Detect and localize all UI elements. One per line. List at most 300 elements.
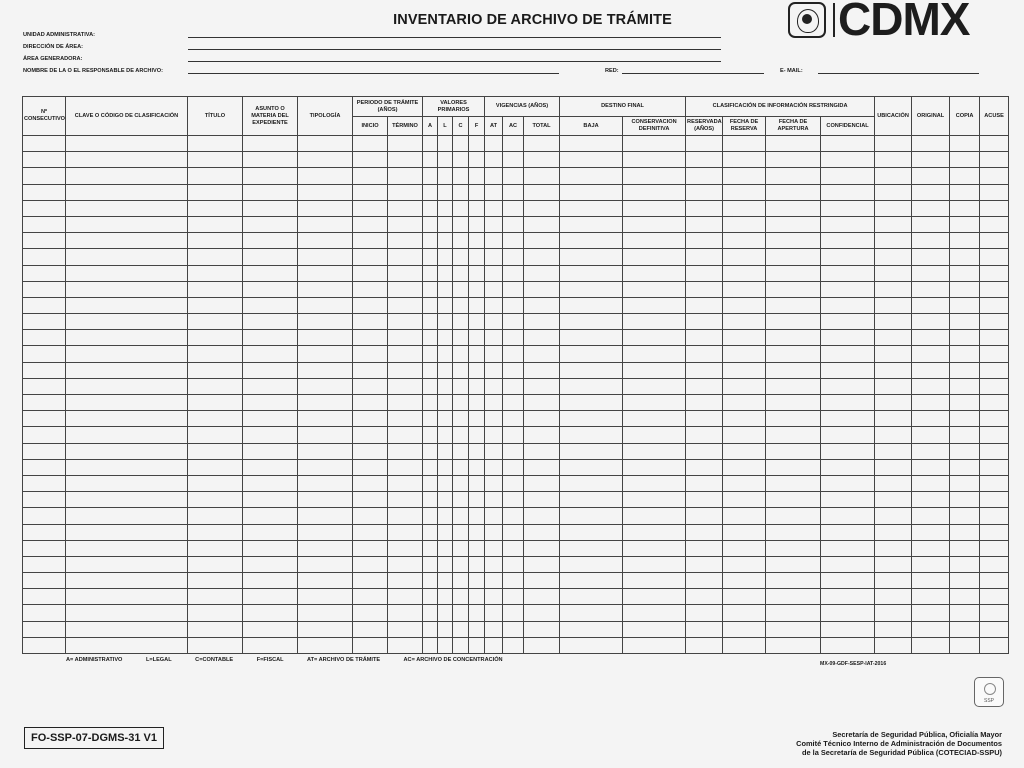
table-cell[interactable] <box>438 637 453 653</box>
table-cell[interactable] <box>23 297 66 313</box>
table-cell[interactable] <box>875 459 912 475</box>
table-cell[interactable] <box>503 281 524 297</box>
table-cell[interactable] <box>469 168 485 184</box>
table-cell[interactable] <box>950 200 980 216</box>
table-cell[interactable] <box>353 395 388 411</box>
table-cell[interactable] <box>875 378 912 394</box>
table-cell[interactable] <box>23 605 66 621</box>
table-cell[interactable] <box>485 427 503 443</box>
table-cell[interactable] <box>723 573 766 589</box>
table-cell[interactable] <box>524 492 560 508</box>
table-cell[interactable] <box>912 589 950 605</box>
table-cell[interactable] <box>875 556 912 572</box>
table-cell[interactable] <box>423 378 438 394</box>
table-cell[interactable] <box>912 168 950 184</box>
table-cell[interactable] <box>912 346 950 362</box>
table-cell[interactable] <box>485 184 503 200</box>
table-cell[interactable] <box>821 378 875 394</box>
table-cell[interactable] <box>723 314 766 330</box>
table-cell[interactable] <box>188 314 243 330</box>
table-cell[interactable] <box>560 540 623 556</box>
table-cell[interactable] <box>980 362 1009 378</box>
table-cell[interactable] <box>423 314 438 330</box>
table-cell[interactable] <box>623 427 686 443</box>
table-cell[interactable] <box>188 136 243 152</box>
table-cell[interactable] <box>875 152 912 168</box>
table-cell[interactable] <box>503 265 524 281</box>
table-cell[interactable] <box>66 200 188 216</box>
table-cell[interactable] <box>353 475 388 491</box>
table-cell[interactable] <box>469 637 485 653</box>
table-cell[interactable] <box>423 233 438 249</box>
table-cell[interactable] <box>243 136 298 152</box>
table-cell[interactable] <box>388 492 423 508</box>
table-cell[interactable] <box>353 152 388 168</box>
table-cell[interactable] <box>469 136 485 152</box>
table-cell[interactable] <box>766 524 821 540</box>
table-cell[interactable] <box>438 362 453 378</box>
table-cell[interactable] <box>485 556 503 572</box>
table-cell[interactable] <box>875 475 912 491</box>
table-cell[interactable] <box>503 233 524 249</box>
table-cell[interactable] <box>503 184 524 200</box>
table-cell[interactable] <box>723 475 766 491</box>
table-cell[interactable] <box>188 492 243 508</box>
table-cell[interactable] <box>66 427 188 443</box>
table-cell[interactable] <box>423 216 438 232</box>
table-cell[interactable] <box>66 573 188 589</box>
table-cell[interactable] <box>353 184 388 200</box>
table-cell[interactable] <box>469 281 485 297</box>
table-cell[interactable] <box>298 216 353 232</box>
table-cell[interactable] <box>243 605 298 621</box>
table-cell[interactable] <box>821 216 875 232</box>
table-cell[interactable] <box>912 492 950 508</box>
area-line[interactable] <box>188 61 721 62</box>
table-cell[interactable] <box>980 540 1009 556</box>
table-cell[interactable] <box>875 297 912 313</box>
table-cell[interactable] <box>66 540 188 556</box>
table-cell[interactable] <box>623 556 686 572</box>
table-cell[interactable] <box>353 314 388 330</box>
table-cell[interactable] <box>766 492 821 508</box>
table-cell[interactable] <box>560 152 623 168</box>
table-cell[interactable] <box>524 475 560 491</box>
table-cell[interactable] <box>912 136 950 152</box>
table-cell[interactable] <box>298 556 353 572</box>
table-cell[interactable] <box>686 136 723 152</box>
table-cell[interactable] <box>766 184 821 200</box>
table-cell[interactable] <box>66 637 188 653</box>
table-cell[interactable] <box>980 216 1009 232</box>
table-cell[interactable] <box>23 216 66 232</box>
table-cell[interactable] <box>485 314 503 330</box>
table-cell[interactable] <box>453 605 469 621</box>
table-cell[interactable] <box>723 508 766 524</box>
table-cell[interactable] <box>821 265 875 281</box>
table-cell[interactable] <box>423 395 438 411</box>
table-cell[interactable] <box>353 459 388 475</box>
table-cell[interactable] <box>485 605 503 621</box>
table-cell[interactable] <box>723 249 766 265</box>
table-cell[interactable] <box>524 297 560 313</box>
table-cell[interactable] <box>821 443 875 459</box>
table-cell[interactable] <box>485 395 503 411</box>
table-cell[interactable] <box>524 281 560 297</box>
table-cell[interactable] <box>469 427 485 443</box>
table-cell[interactable] <box>23 443 66 459</box>
table-cell[interactable] <box>950 265 980 281</box>
table-cell[interactable] <box>980 621 1009 637</box>
table-cell[interactable] <box>388 621 423 637</box>
table-cell[interactable] <box>243 427 298 443</box>
table-cell[interactable] <box>453 573 469 589</box>
table-cell[interactable] <box>438 265 453 281</box>
table-cell[interactable] <box>503 605 524 621</box>
table-cell[interactable] <box>485 637 503 653</box>
table-cell[interactable] <box>23 314 66 330</box>
table-cell[interactable] <box>485 524 503 540</box>
table-cell[interactable] <box>453 443 469 459</box>
table-cell[interactable] <box>560 184 623 200</box>
table-cell[interactable] <box>980 200 1009 216</box>
table-cell[interactable] <box>980 265 1009 281</box>
table-cell[interactable] <box>485 265 503 281</box>
table-cell[interactable] <box>950 168 980 184</box>
table-cell[interactable] <box>560 233 623 249</box>
table-cell[interactable] <box>438 314 453 330</box>
table-cell[interactable] <box>524 136 560 152</box>
table-cell[interactable] <box>912 249 950 265</box>
table-cell[interactable] <box>524 605 560 621</box>
table-cell[interactable] <box>623 589 686 605</box>
table-cell[interactable] <box>23 524 66 540</box>
table-cell[interactable] <box>524 346 560 362</box>
table-cell[interactable] <box>438 508 453 524</box>
table-cell[interactable] <box>485 346 503 362</box>
table-cell[interactable] <box>469 443 485 459</box>
table-cell[interactable] <box>623 475 686 491</box>
table-cell[interactable] <box>950 508 980 524</box>
table-cell[interactable] <box>723 621 766 637</box>
table-cell[interactable] <box>469 184 485 200</box>
table-cell[interactable] <box>686 314 723 330</box>
table-cell[interactable] <box>686 297 723 313</box>
table-cell[interactable] <box>503 637 524 653</box>
table-cell[interactable] <box>950 475 980 491</box>
table-cell[interactable] <box>875 346 912 362</box>
table-cell[interactable] <box>353 281 388 297</box>
table-cell[interactable] <box>298 459 353 475</box>
table-cell[interactable] <box>66 362 188 378</box>
table-cell[interactable] <box>423 524 438 540</box>
table-cell[interactable] <box>766 508 821 524</box>
table-cell[interactable] <box>188 637 243 653</box>
table-cell[interactable] <box>875 168 912 184</box>
table-cell[interactable] <box>950 216 980 232</box>
table-cell[interactable] <box>423 427 438 443</box>
table-cell[interactable] <box>875 249 912 265</box>
table-cell[interactable] <box>438 233 453 249</box>
table-cell[interactable] <box>766 621 821 637</box>
table-cell[interactable] <box>388 589 423 605</box>
table-cell[interactable] <box>469 378 485 394</box>
table-cell[interactable] <box>23 589 66 605</box>
table-cell[interactable] <box>912 524 950 540</box>
table-cell[interactable] <box>423 200 438 216</box>
table-cell[interactable] <box>560 200 623 216</box>
table-cell[interactable] <box>388 573 423 589</box>
responsable-line[interactable] <box>188 73 559 74</box>
table-cell[interactable] <box>485 200 503 216</box>
table-cell[interactable] <box>560 459 623 475</box>
table-cell[interactable] <box>766 200 821 216</box>
table-cell[interactable] <box>766 216 821 232</box>
table-cell[interactable] <box>503 475 524 491</box>
table-cell[interactable] <box>388 330 423 346</box>
table-cell[interactable] <box>423 265 438 281</box>
table-cell[interactable] <box>188 297 243 313</box>
table-cell[interactable] <box>686 589 723 605</box>
table-cell[interactable] <box>188 152 243 168</box>
table-cell[interactable] <box>298 411 353 427</box>
table-cell[interactable] <box>353 233 388 249</box>
table-cell[interactable] <box>188 281 243 297</box>
table-cell[interactable] <box>423 411 438 427</box>
table-cell[interactable] <box>453 330 469 346</box>
table-cell[interactable] <box>560 362 623 378</box>
table-cell[interactable] <box>766 556 821 572</box>
table-cell[interactable] <box>298 573 353 589</box>
table-cell[interactable] <box>503 573 524 589</box>
table-cell[interactable] <box>623 249 686 265</box>
table-cell[interactable] <box>980 443 1009 459</box>
table-cell[interactable] <box>980 637 1009 653</box>
table-cell[interactable] <box>23 556 66 572</box>
table-cell[interactable] <box>503 200 524 216</box>
table-cell[interactable] <box>686 573 723 589</box>
table-cell[interactable] <box>821 330 875 346</box>
table-cell[interactable] <box>485 378 503 394</box>
table-cell[interactable] <box>560 492 623 508</box>
table-cell[interactable] <box>524 200 560 216</box>
table-cell[interactable] <box>821 233 875 249</box>
table-cell[interactable] <box>950 637 980 653</box>
table-cell[interactable] <box>469 605 485 621</box>
table-cell[interactable] <box>821 621 875 637</box>
table-cell[interactable] <box>298 443 353 459</box>
table-cell[interactable] <box>686 395 723 411</box>
table-cell[interactable] <box>723 136 766 152</box>
table-cell[interactable] <box>950 378 980 394</box>
table-cell[interactable] <box>423 443 438 459</box>
table-cell[interactable] <box>821 136 875 152</box>
table-cell[interactable] <box>423 297 438 313</box>
table-cell[interactable] <box>560 265 623 281</box>
table-cell[interactable] <box>980 136 1009 152</box>
table-cell[interactable] <box>243 621 298 637</box>
table-cell[interactable] <box>623 492 686 508</box>
table-cell[interactable] <box>353 637 388 653</box>
table-cell[interactable] <box>438 556 453 572</box>
table-cell[interactable] <box>686 265 723 281</box>
table-cell[interactable] <box>453 184 469 200</box>
table-cell[interactable] <box>388 459 423 475</box>
table-cell[interactable] <box>469 492 485 508</box>
table-cell[interactable] <box>766 443 821 459</box>
table-cell[interactable] <box>950 605 980 621</box>
table-cell[interactable] <box>438 281 453 297</box>
table-cell[interactable] <box>686 281 723 297</box>
table-cell[interactable] <box>66 411 188 427</box>
table-cell[interactable] <box>723 233 766 249</box>
table-cell[interactable] <box>298 427 353 443</box>
table-cell[interactable] <box>388 508 423 524</box>
table-cell[interactable] <box>243 297 298 313</box>
table-cell[interactable] <box>560 589 623 605</box>
table-cell[interactable] <box>950 314 980 330</box>
table-cell[interactable] <box>723 362 766 378</box>
table-cell[interactable] <box>243 330 298 346</box>
table-cell[interactable] <box>980 314 1009 330</box>
table-cell[interactable] <box>188 184 243 200</box>
table-cell[interactable] <box>623 540 686 556</box>
table-cell[interactable] <box>875 524 912 540</box>
table-cell[interactable] <box>453 492 469 508</box>
table-cell[interactable] <box>188 411 243 427</box>
table-cell[interactable] <box>723 200 766 216</box>
table-cell[interactable] <box>298 621 353 637</box>
table-cell[interactable] <box>243 168 298 184</box>
table-cell[interactable] <box>723 411 766 427</box>
table-cell[interactable] <box>875 637 912 653</box>
table-cell[interactable] <box>950 443 980 459</box>
table-cell[interactable] <box>353 605 388 621</box>
table-cell[interactable] <box>950 281 980 297</box>
table-cell[interactable] <box>453 475 469 491</box>
table-cell[interactable] <box>423 168 438 184</box>
table-cell[interactable] <box>950 621 980 637</box>
table-cell[interactable] <box>298 378 353 394</box>
table-cell[interactable] <box>388 249 423 265</box>
table-cell[interactable] <box>243 556 298 572</box>
table-cell[interactable] <box>980 459 1009 475</box>
table-cell[interactable] <box>623 621 686 637</box>
table-cell[interactable] <box>503 216 524 232</box>
table-cell[interactable] <box>912 395 950 411</box>
table-cell[interactable] <box>353 346 388 362</box>
table-cell[interactable] <box>66 314 188 330</box>
table-cell[interactable] <box>438 540 453 556</box>
table-cell[interactable] <box>623 443 686 459</box>
table-cell[interactable] <box>723 297 766 313</box>
table-cell[interactable] <box>875 362 912 378</box>
table-cell[interactable] <box>298 475 353 491</box>
table-cell[interactable] <box>453 346 469 362</box>
table-cell[interactable] <box>723 492 766 508</box>
table-cell[interactable] <box>766 411 821 427</box>
table-cell[interactable] <box>485 475 503 491</box>
table-cell[interactable] <box>560 508 623 524</box>
table-cell[interactable] <box>980 330 1009 346</box>
table-cell[interactable] <box>423 475 438 491</box>
table-cell[interactable] <box>453 621 469 637</box>
table-cell[interactable] <box>453 459 469 475</box>
table-cell[interactable] <box>623 346 686 362</box>
table-cell[interactable] <box>66 281 188 297</box>
table-cell[interactable] <box>560 637 623 653</box>
table-cell[interactable] <box>23 573 66 589</box>
table-cell[interactable] <box>388 136 423 152</box>
table-cell[interactable] <box>388 314 423 330</box>
table-cell[interactable] <box>560 249 623 265</box>
table-cell[interactable] <box>188 605 243 621</box>
table-cell[interactable] <box>723 168 766 184</box>
table-cell[interactable] <box>243 184 298 200</box>
table-cell[interactable] <box>560 395 623 411</box>
table-cell[interactable] <box>66 330 188 346</box>
table-cell[interactable] <box>980 589 1009 605</box>
table-cell[interactable] <box>188 362 243 378</box>
table-cell[interactable] <box>188 556 243 572</box>
table-cell[interactable] <box>950 492 980 508</box>
table-cell[interactable] <box>503 556 524 572</box>
table-cell[interactable] <box>503 362 524 378</box>
table-cell[interactable] <box>821 573 875 589</box>
table-cell[interactable] <box>623 411 686 427</box>
table-cell[interactable] <box>560 573 623 589</box>
table-cell[interactable] <box>503 297 524 313</box>
table-cell[interactable] <box>723 459 766 475</box>
table-cell[interactable] <box>188 200 243 216</box>
table-cell[interactable] <box>388 605 423 621</box>
table-cell[interactable] <box>524 362 560 378</box>
table-cell[interactable] <box>438 589 453 605</box>
table-cell[interactable] <box>469 621 485 637</box>
table-cell[interactable] <box>821 492 875 508</box>
table-cell[interactable] <box>188 621 243 637</box>
table-cell[interactable] <box>980 168 1009 184</box>
table-cell[interactable] <box>686 200 723 216</box>
table-cell[interactable] <box>912 184 950 200</box>
table-cell[interactable] <box>66 395 188 411</box>
table-cell[interactable] <box>453 265 469 281</box>
table-cell[interactable] <box>298 249 353 265</box>
table-cell[interactable] <box>23 427 66 443</box>
table-cell[interactable] <box>469 459 485 475</box>
table-cell[interactable] <box>980 556 1009 572</box>
table-cell[interactable] <box>875 281 912 297</box>
table-cell[interactable] <box>524 378 560 394</box>
table-cell[interactable] <box>623 378 686 394</box>
table-cell[interactable] <box>438 524 453 540</box>
table-cell[interactable] <box>980 378 1009 394</box>
table-cell[interactable] <box>485 459 503 475</box>
table-cell[interactable] <box>503 395 524 411</box>
table-cell[interactable] <box>438 249 453 265</box>
table-cell[interactable] <box>912 281 950 297</box>
table-cell[interactable] <box>485 492 503 508</box>
table-cell[interactable] <box>353 589 388 605</box>
table-cell[interactable] <box>438 573 453 589</box>
table-cell[interactable] <box>912 265 950 281</box>
table-cell[interactable] <box>438 297 453 313</box>
table-cell[interactable] <box>388 524 423 540</box>
table-cell[interactable] <box>469 556 485 572</box>
table-cell[interactable] <box>686 216 723 232</box>
table-cell[interactable] <box>980 605 1009 621</box>
table-cell[interactable] <box>23 475 66 491</box>
